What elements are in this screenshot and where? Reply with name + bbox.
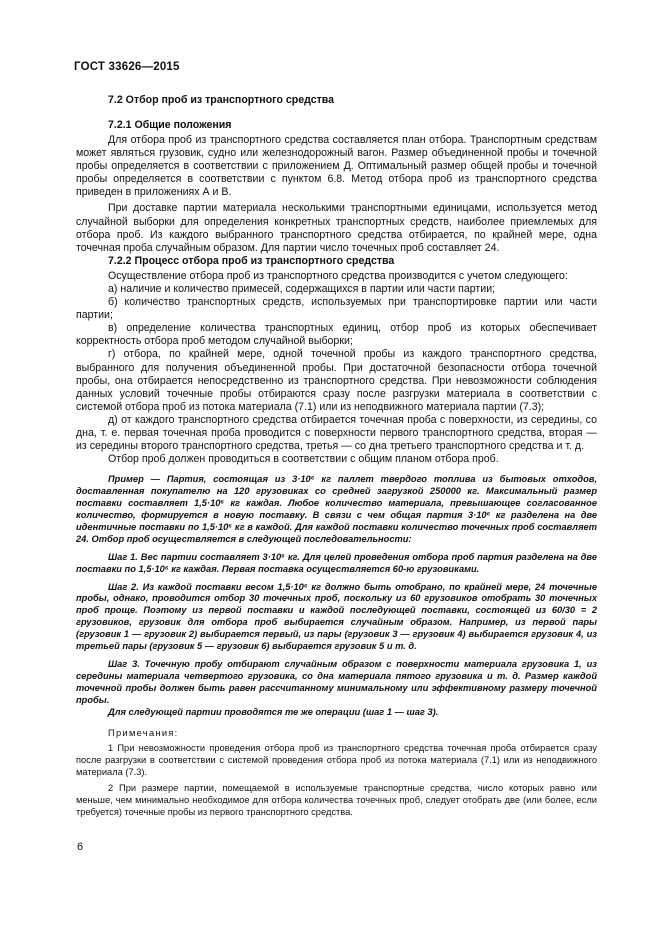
- page-content: [76, 94, 597, 818]
- list-item-v: в) определение количества транспортных единиц, отбор проб из которых обеспечивает корректность отбора проб методом случайной выборки;: [76, 322, 597, 348]
- note-2: 2 При размере партии, помещаемой в используемые транспортные средства, число которых равно или меньше, чем минимально необходимое для отбора количества точечных проб, следует отобрать две (или более, если требуется) точечные пробы из первого транспортного средства.: [76, 783, 597, 818]
- subsection-title-general: 7.2.1 Общие положения: [108, 119, 232, 131]
- example-next-batch: Для следующей партии проводятся те же операции (шаг 1 — шаг 3).: [108, 706, 439, 717]
- example-step-1: Шаг 1. Вес партии составляет 3·10⁶ кг. Для целей проведения отбора проб партия разделена на две поставки по 1,5·10⁶ кг каждая. Первая поставка осуществляется 60-ю грузовиками.: [76, 551, 597, 574]
- note-1: 1 При невозможности проведения отбора проб из транспортного средства точечная проба отбирается сразу после разгрузки в соответствии с системой проведения отбора проб из потока материала (7.1) или из неподвижного материала (7.3).: [76, 743, 597, 778]
- paragraph-process-intro: Осуществление отбора проб из транспортного средства производится с учетом следующего:: [108, 269, 568, 282]
- subsection-title-process: 7.2.2 Процесс отбора проб из транспортного средства: [108, 254, 395, 267]
- list-item-a: а) наличие и количество примесей, содержащихся в партии или части партии;: [108, 282, 496, 295]
- list-item-d: д) от каждого транспортного средства отбирается точечная проба с поверхности, из середины, со дна, т. е. первая точечная проба проводится с поверхности первого транспортного средства, вторая — из середины второго транспортного средства, третья — со дна третьего транспортного средства и т. д.: [76, 413, 597, 453]
- paragraph-plan: Отбор проб должен проводиться в соответствии с общим планом отбора проб.: [108, 453, 499, 466]
- page-number: 6: [77, 841, 84, 853]
- list-item-b: б) количество транспортных средств, используемых при транспортировке партии или части партии;: [76, 296, 597, 322]
- example-step-2: Шаг 2. Из каждой поставки весом 1,5·10⁶ кг должно быть отобрано, по крайней мере, 24 точечные пробы, однако, проводится отбор 30 точечных проб, поскольку из 60 грузовиков отобрать 30 точечных проб проще. Поэтому из первой поставки и каждой последующей поставки, состоящей из 60/30 = 2 грузовиков, грузовик для отбора проб выбирается случайным образом. Например, из первой пары (грузовик 1 — грузовик 2) выбирается первый, из пары (грузовик 3 — грузовик 4) выбирается грузовик 4, из третьей пары (грузовик 5 — грузовик 6) выбирается грузовик 5 и т. д.: [76, 581, 597, 652]
- paragraph-general-2: При доставке партии материала несколькими транспортными единицами, используется метод случайной выборки для определения конкретных транспортных средств, наиболее приемлемых для отбора проб. Из каждого выбранного транспортного средства отбирается, по крайней мере, одна точечная проба случайным образом. Для партии число точечных проб составляет 24.: [76, 202, 597, 254]
- example-paragraph: Пример — Партия, состоящая из 3·10⁶ кг паллет твердого топлива из бытовых отходов, доставленная покупателю на 120 грузовиках со средней загрузкой 250000 кг. Максимальный размер поставки составляет 1,5·10⁶ кг каждая. Любое количество материала, превышающее согласованное количество, формируется в новую поставку. В связи с чем общая партия 3·10⁶ кг разделена на две идентичные поставки по 1,5·10⁶ кг в каждой. Для каждой поставки количество точечных проб составляет 24. Отбор проб осуществляется в следующей последовательности:: [76, 474, 597, 544]
- section-title: 7.2 Отбор проб из транспортного средства: [108, 94, 335, 106]
- list-item-g: г) отбора, по крайней мере, одной точечной пробы из каждого транспортного средства, выбранного для получения объединенной пробы. При достаточной безопасности отбора точечной пробы, она отбирается непосредственно из транспортного средства. При невозможности соблюдения данных условий точечные пробы отбираются сразу после разгрузки материала в соответствии с системой отбора проб из потока материала (7.1) или из неподвижного материала партии (7.3);: [76, 348, 597, 413]
- document-header: ГОСТ 33626—2015: [74, 61, 180, 73]
- paragraph-general-1: Для отбора проб из транспортного средства составляется план отбора. Транспортным средствам может являться грузовик, судно или железнодорожный вагон. Размер объединенной пробы и точечной пробы определяется в соответствии с приложением Д. Оптимальный размер общей пробы и точечной пробы определяется в соответствии с пунктом 6.8. Метод отбора проб из транспортного средства приведен в приложениях А и В.: [76, 134, 597, 199]
- notes-title: Примечания:: [108, 728, 179, 739]
- example-step-3: Шаг 3. Точечную пробу отбирают случайным образом с поверхности материала грузовика 1, из середины материала четвертого грузовика, со дна материала пятого грузовика и т. д. Размер каждой точечной пробы должен быть равен рассчитанному минимальному или эффективному размеру точечной пробы.: [76, 658, 597, 705]
